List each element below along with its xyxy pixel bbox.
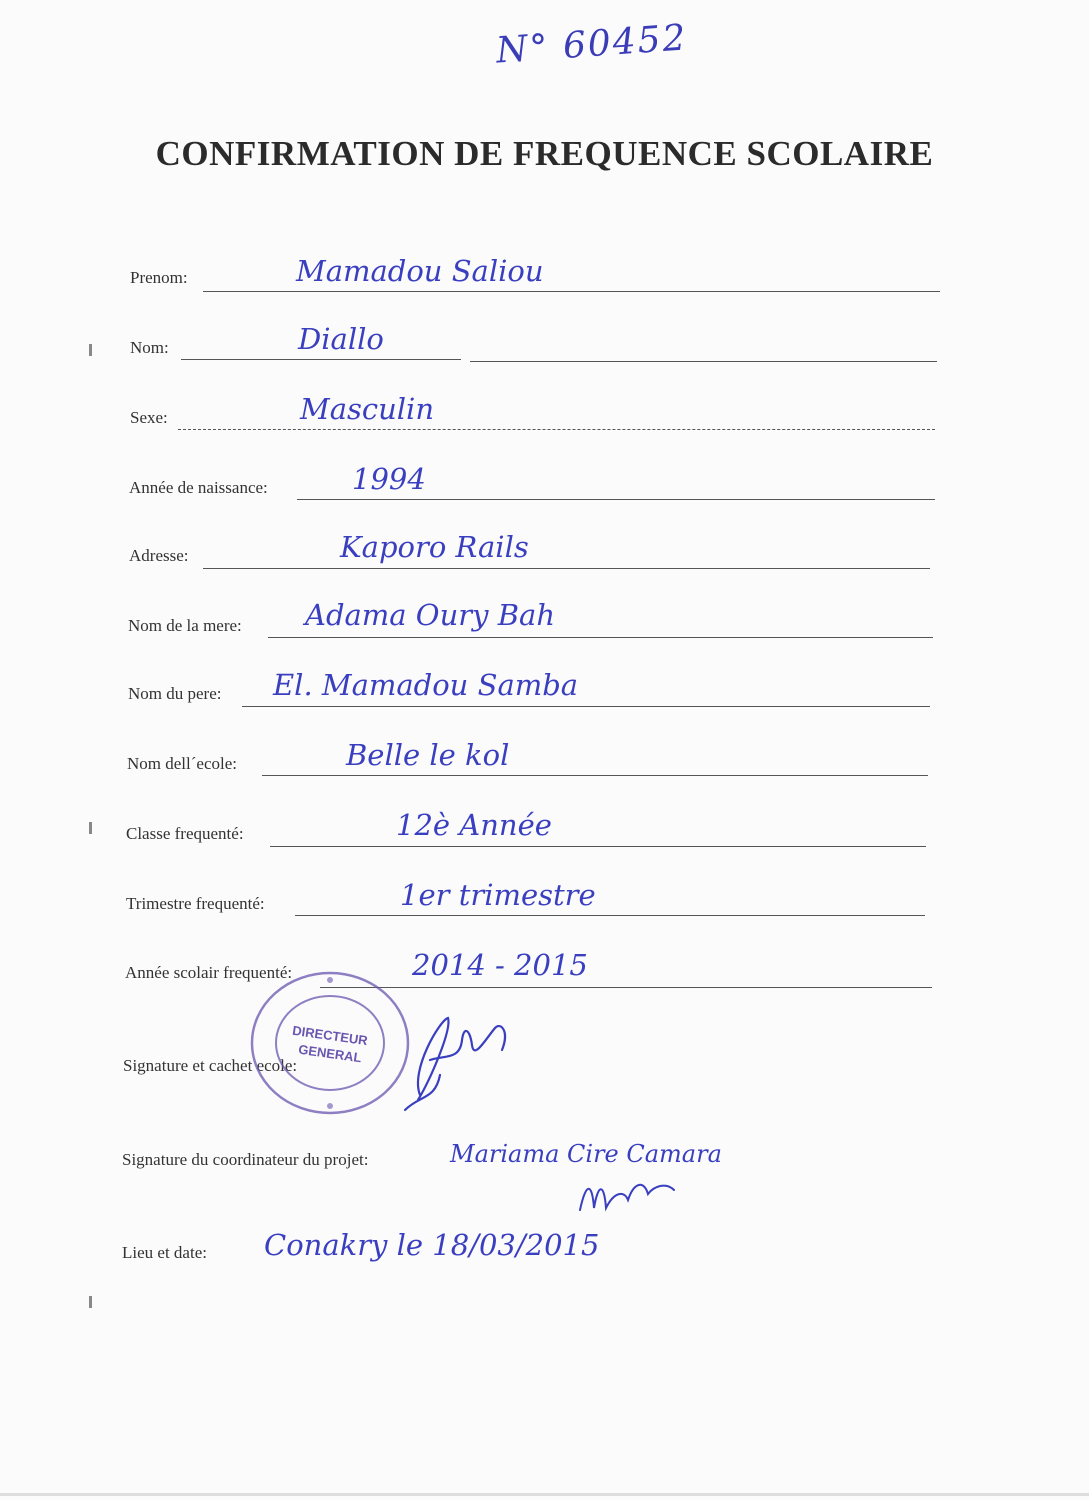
line-classe: [270, 846, 926, 847]
document-title: CONFIRMATION DE FREQUENCE SCOLAIRE: [155, 134, 934, 173]
document-number: N° 60452: [494, 17, 689, 72]
label-annee-naissance: Année de naissance:: [129, 478, 268, 497]
line-nom-a: [181, 359, 461, 360]
label-nom: Nom:: [130, 338, 169, 357]
value-sexe: Masculin: [300, 392, 435, 426]
value-nom-ecole: Belle le kol: [346, 738, 510, 772]
label-trimestre: Trimestre frequenté:: [126, 894, 265, 913]
value-annee-naissance: 1994: [352, 462, 426, 496]
value-nom: Diallo: [298, 322, 384, 356]
label-sexe: Sexe:: [130, 408, 168, 427]
punch-mark: [89, 344, 92, 356]
school-stamp: [246, 968, 414, 1118]
value-lieu-date: Conakry le 18/03/2015: [264, 1228, 600, 1262]
stamp-line-1: DIRECTEUR: [291, 1022, 369, 1049]
value-signature-coordinateur: Mariama Cire Camara: [450, 1140, 722, 1168]
stamp-line-2: GENERAL: [297, 1041, 363, 1066]
value-annee-scolaire: 2014 - 2015: [412, 948, 588, 982]
line-adresse: [203, 568, 930, 569]
line-sexe: [178, 429, 935, 430]
label-nom-ecole: Nom dell´ecole:: [127, 754, 237, 773]
value-prenom: Mamadou Saliou: [296, 254, 544, 288]
label-nom-pere: Nom du pere:: [128, 684, 222, 703]
label-nom-mere: Nom de la mere:: [128, 616, 242, 635]
label-annee-scolaire: Année scolair frequenté:: [125, 963, 293, 982]
line-prenom: [203, 291, 940, 292]
punch-mark: [89, 822, 92, 834]
handwritten-signature: [400, 1000, 530, 1120]
scan-edge: [0, 1493, 1089, 1496]
line-nom-pere: [242, 706, 930, 707]
line-trimestre: [295, 915, 925, 916]
value-nom-pere: El. Mamadou Samba: [273, 668, 579, 702]
label-lieu-date: Lieu et date:: [122, 1243, 207, 1262]
label-prenom: Prenom:: [130, 268, 188, 287]
value-nom-mere: Adama Oury Bah: [305, 598, 555, 632]
coordinator-initials: [574, 1172, 684, 1222]
label-adresse: Adresse:: [129, 546, 189, 565]
line-annee-naissance: [297, 499, 935, 500]
line-nom-b: [470, 361, 937, 362]
value-trimestre: 1er trimestre: [400, 878, 596, 912]
label-classe: Classe frequenté:: [126, 824, 244, 843]
line-nom-ecole: [262, 775, 928, 776]
value-adresse: Kaporo Rails: [340, 530, 529, 564]
punch-mark: [89, 1296, 92, 1308]
line-nom-mere: [268, 637, 933, 638]
label-signature-ecole: Signature et cachet ecole:: [123, 1056, 298, 1075]
value-classe: 12è Année: [396, 808, 552, 842]
label-signature-coordinateur: Signature du coordinateur du projet:: [122, 1150, 369, 1169]
